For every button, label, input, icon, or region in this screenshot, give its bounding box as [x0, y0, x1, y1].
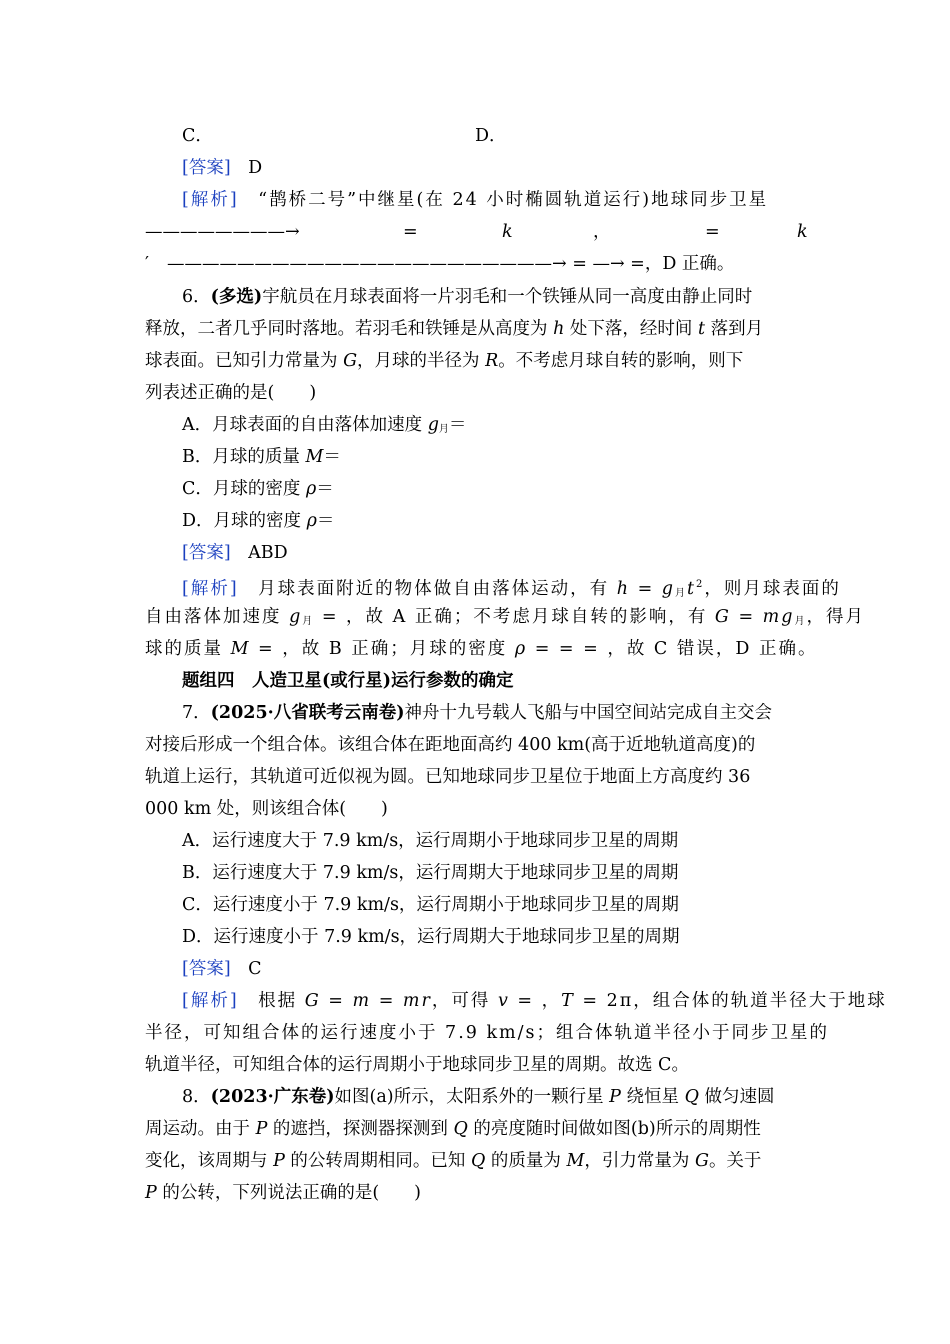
q7-text-1: 神舟十九号载人飞船与中国空间站完成自主交会	[404, 703, 772, 723]
sub-moon: 月	[675, 588, 687, 599]
q6-option-d	[182, 510, 807, 532]
q6-stem-line-1	[182, 286, 807, 308]
q7-analysis-1a: 根据	[258, 991, 305, 1011]
var-rho: ρ	[306, 511, 317, 531]
var-g: g	[661, 579, 675, 599]
q8-text-3c: 的质量为	[485, 1151, 567, 1171]
q6-option-a-text: A．月球表面的自由落体加速度	[182, 415, 428, 435]
q7-analysis-1d: ，可得	[431, 991, 498, 1011]
var-M: M	[230, 639, 251, 659]
analysis-tag: [解析]	[182, 190, 239, 210]
analysis-tag: [解析]	[182, 579, 239, 599]
group-4-heading: 题组四 人造卫星(或行星)运行参数的确定	[182, 671, 514, 691]
q7-stem-line-2: 对接后形成一个组合体。该组合体在距地面高约 400 km(高于近地轨道高度)的	[145, 735, 756, 755]
q6-analysis-1a: 月球表面附近的物体做自由落体运动，有	[258, 579, 617, 599]
q5-arrow-1: ————————→	[145, 222, 300, 242]
sub-moon: 月	[438, 424, 449, 435]
q6-text-3b: ，月球的半径为	[357, 351, 486, 371]
q6-option-c-eq: ＝	[316, 479, 334, 499]
q6-option-b	[182, 446, 807, 468]
var-G: G	[343, 351, 358, 371]
q7-answer	[182, 958, 807, 980]
q5-eq-1: =	[403, 222, 418, 242]
q6-analysis-line-3	[145, 638, 818, 660]
q6-stem-line-4	[145, 382, 807, 404]
option-c-row	[182, 125, 807, 147]
option-c-label: C．	[182, 126, 213, 146]
var-G: G	[694, 1151, 709, 1171]
q6-text-2a: 释放，二者几乎同时落地。若羽毛和铁锤是从高度为	[145, 319, 554, 339]
q7-stem-line-4: 000 km 处，则该组合体( )	[145, 799, 388, 819]
q7-stem-line-1	[182, 702, 807, 724]
q6-analysis-2a: 自由落体加速度	[145, 607, 290, 627]
q7-number: 7．	[182, 703, 211, 723]
var-g: g	[289, 607, 303, 627]
q8-stem-line-2	[145, 1118, 807, 1140]
var-rho: ρ	[514, 639, 528, 659]
q7-analysis-1b: =	[320, 991, 353, 1011]
q8-text-4: 的公转，下列说法正确的是( )	[156, 1183, 421, 1203]
var-h: h	[553, 319, 565, 339]
q6-text-4: 列表述正确的是( )	[145, 383, 317, 403]
var-g: g	[427, 415, 439, 435]
var-P: P	[609, 1087, 621, 1107]
q7-analysis-line-1	[182, 990, 887, 1012]
q6-option-b-eq: ＝	[323, 447, 341, 467]
q6-text-3a: 球表面。已知引力常量为	[145, 351, 344, 371]
q8-text-1c: 做匀速圆	[698, 1087, 775, 1107]
answer-tag: [答案]	[182, 543, 231, 563]
q8-text-1a: 如图(a)所示，太阳系外的一颗行星	[334, 1087, 610, 1107]
var-t: t	[697, 319, 706, 339]
var-Q: Q	[453, 1119, 468, 1139]
var-Q: Q	[684, 1087, 699, 1107]
q6-multi-tag: (多选)	[210, 287, 263, 307]
var-G: G	[714, 607, 731, 627]
q5-k-2: k	[797, 222, 808, 242]
q6-option-d-eq: ＝	[316, 511, 335, 531]
q7-stem-line-3: 轨道上运行，其轨道可近似视为圆。已知地球同步卫星位于地面上方高度约 36	[145, 767, 751, 787]
var-T: T	[561, 991, 575, 1011]
analysis-tag: [解析]	[182, 991, 239, 1011]
q7-answer-value: C	[248, 959, 262, 979]
q8-text-2b: 的遮挡，探测器探测到	[267, 1119, 454, 1139]
q6-analysis-1b: =	[630, 579, 662, 599]
q6-answer	[182, 542, 807, 564]
q7-option-a: A．运行速度大于 7.9 km/s，运行周期小于地球同步卫星的周期	[182, 831, 679, 851]
q7-analysis-1c: =	[371, 991, 403, 1011]
q6-analysis-line-2	[145, 606, 865, 633]
q8-text-2a: 周运动。由于	[145, 1119, 256, 1139]
q6-analysis-3b: = ，故 B 正确；月球的密度	[250, 639, 515, 659]
q6-text-1: 宇航员在月球表面将一片羽毛和一个铁锤从同一高度由静止同时	[262, 287, 753, 307]
q5-analysis-line-3	[145, 253, 807, 275]
q8-text-3e: 。关于	[708, 1151, 762, 1171]
sub-moon: 月	[794, 616, 807, 627]
q6-analysis-2b: = ，故 A 正确；不考虑月球自转的影响，有	[314, 607, 715, 627]
q6-analysis-3a: 球的质量	[145, 639, 231, 659]
q5-eq-2: =	[705, 222, 720, 242]
q6-analysis-line-1	[182, 574, 841, 605]
q7-analysis-1e: = ，	[509, 991, 562, 1011]
q8-stem-line-4	[145, 1182, 807, 1204]
q7-analysis-line-3: 轨道半径，可知组合体的运行周期小于地球同步卫星的周期。故选 C。	[145, 1055, 689, 1075]
q6-option-b-text: B．月球的质量	[182, 447, 306, 467]
var-m: m	[352, 991, 372, 1011]
var-mg: mg	[762, 607, 795, 627]
q8-stem-line-3	[145, 1150, 807, 1172]
q7-source: (2025·八省联考云南卷)	[210, 703, 405, 723]
q5-arrow-2: ——————————————————————→ = —→ =，D 正确。	[167, 254, 735, 274]
q6-text-2c: 落到月	[705, 319, 764, 339]
q6-analysis-1c: ，则月球表面的	[704, 579, 841, 599]
q5-comma: ，	[593, 222, 611, 242]
q7-option-d: D．运行速度小于 7.9 km/s，运行周期大于地球同步卫星的周期	[182, 927, 680, 947]
q8-text-3a: 变化，该周期与	[145, 1151, 274, 1171]
q6-text-2b: 处下落，经时间	[564, 319, 698, 339]
q5-prime: ′	[145, 254, 149, 274]
q8-text-3d: ，引力常量为	[584, 1151, 695, 1171]
answer-tag: [答案]	[182, 158, 231, 178]
q6-option-a-eq: ＝	[448, 415, 467, 435]
q6-stem-line-3	[145, 350, 807, 372]
var-R: R	[485, 351, 499, 371]
q8-text-1b: 绕恒星	[620, 1087, 685, 1107]
var-P: P	[145, 1183, 157, 1203]
var-h: h	[616, 579, 630, 599]
q7-analysis-1f: = 2π，组合体的轨道半径大于地球	[574, 991, 887, 1011]
sub-moon: 月	[302, 616, 315, 627]
q5-analysis-line-1	[182, 189, 807, 211]
var-M: M	[566, 1151, 585, 1171]
option-d-label: D．	[475, 126, 507, 146]
q6-answer-value: ABD	[248, 543, 288, 563]
q6-stem-line-2	[145, 318, 807, 340]
q7-option-b: B．运行速度大于 7.9 km/s，运行周期大于地球同步卫星的周期	[182, 863, 679, 883]
q6-analysis-2c: =	[730, 607, 763, 627]
q8-stem-line-1	[182, 1086, 807, 1108]
q5-analysis-text-1: “鹊桥二号”中继星(在 24 小时椭圆轨道运行)地球同步卫星	[258, 190, 769, 210]
q8-text-2c: 的亮度随时间做如图(b)所示的周期性	[467, 1119, 761, 1139]
q8-number: 8．	[182, 1087, 211, 1107]
q6-analysis-2d: ，得月	[806, 607, 865, 627]
q6-option-c-text: C．月球的密度	[182, 479, 306, 499]
q5-k-1: k	[502, 222, 513, 242]
var-rho: ρ	[305, 479, 317, 499]
var-v: v	[497, 991, 510, 1011]
q7-option-c: C．运行速度小于 7.9 km/s，运行周期小于地球同步卫星的周期	[182, 895, 679, 915]
var-P: P	[255, 1119, 268, 1139]
q8-text-3b: 的公转周期相同。已知	[284, 1151, 471, 1171]
q6-option-a	[182, 414, 807, 441]
sup-2: 2	[696, 579, 705, 590]
q5-answer-value: D	[248, 158, 263, 178]
var-mr: mr	[402, 991, 432, 1011]
q6-number: 6．	[182, 287, 211, 307]
q6-text-3c: 。不考虑月球自转的影响，则下	[498, 351, 744, 371]
answer-tag: [答案]	[182, 959, 231, 979]
q5-answer	[182, 157, 807, 179]
var-P: P	[273, 1151, 285, 1171]
q7-analysis-line-2: 半径，可知组合体的运行速度小于 7.9 km/s；组合体轨道半径小于同步卫星的	[145, 1023, 830, 1043]
var-G: G	[304, 991, 321, 1011]
q6-analysis-3c: = = = ，故 C 错误，D 正确。	[527, 639, 818, 659]
q6-option-c	[182, 478, 807, 500]
q6-option-d-text: D．月球的密度	[182, 511, 307, 531]
var-t: t	[687, 579, 697, 599]
var-M: M	[305, 447, 324, 467]
var-Q: Q	[470, 1151, 486, 1171]
q8-source: (2023·广东卷)	[210, 1087, 335, 1107]
